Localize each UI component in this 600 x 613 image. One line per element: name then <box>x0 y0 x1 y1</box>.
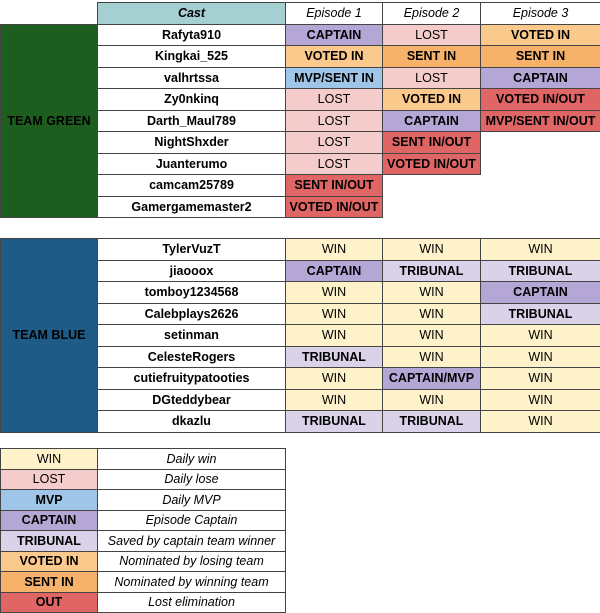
episode-result: SENT IN <box>383 46 481 68</box>
episode-result: WIN <box>383 282 481 304</box>
cast-name: CelesteRogers <box>98 346 286 368</box>
episode-result: WIN <box>383 389 481 411</box>
episode-result: TRIBUNAL <box>286 411 383 433</box>
episode-result: CAPTAIN <box>286 24 383 46</box>
team-label: TEAM GREEN <box>1 24 98 218</box>
cast-name: jiaooox <box>98 260 286 282</box>
cast-row <box>1 24 600 46</box>
header-episode-3: Episode 3 <box>481 3 600 25</box>
episode-result: TRIBUNAL <box>286 346 383 368</box>
cast-name: tomboy1234568 <box>98 282 286 304</box>
episode-result: LOST <box>286 89 383 111</box>
legend-row <box>1 531 286 552</box>
episode-result: VOTED IN <box>383 89 481 111</box>
episode-result: WIN <box>481 346 600 368</box>
episode-result: WIN <box>286 389 383 411</box>
header-row <box>1 3 600 25</box>
episode-result: WIN <box>286 303 383 325</box>
legend-body <box>1 449 286 613</box>
cast-name: Zy0nkinq <box>98 89 286 111</box>
cast-name: Rafyta910 <box>98 24 286 46</box>
legend-description: Daily lose <box>98 469 286 490</box>
legend-row <box>1 592 286 613</box>
spacer-cell <box>1 218 600 239</box>
cast-name: Gamergamemaster2 <box>98 196 286 218</box>
episode-result: CAPTAIN/MVP <box>383 368 481 390</box>
empty-cell <box>481 153 600 175</box>
cast-name: Juanterumo <box>98 153 286 175</box>
legend-key: TRIBUNAL <box>1 531 98 552</box>
empty-cell <box>481 196 600 218</box>
legend-row <box>1 469 286 490</box>
legend-description: Daily win <box>98 449 286 470</box>
cast-name: setinman <box>98 325 286 347</box>
legend-description: Nominated by losing team <box>98 551 286 572</box>
legend-row <box>1 490 286 511</box>
legend-description: Nominated by winning team <box>98 572 286 593</box>
empty-cell <box>383 175 481 197</box>
episode-result: WIN <box>383 325 481 347</box>
episode-result: CAPTAIN <box>383 110 481 132</box>
episode-result: MVP/SENT IN/OUT <box>481 110 600 132</box>
legend-row <box>1 551 286 572</box>
legend-key: LOST <box>1 469 98 490</box>
episode-result: WIN <box>481 368 600 390</box>
legend-key: CAPTAIN <box>1 510 98 531</box>
episode-result: LOST <box>383 67 481 89</box>
episode-result: TRIBUNAL <box>383 260 481 282</box>
episode-result: LOST <box>383 24 481 46</box>
episode-result: LOST <box>286 132 383 154</box>
episode-result: VOTED IN/OUT <box>286 196 383 218</box>
episode-result: VOTED IN <box>481 24 600 46</box>
cast-name: cutiefruitypatooties <box>98 368 286 390</box>
legend-description: Daily MVP <box>98 490 286 511</box>
episode-result: SENT IN <box>481 46 600 68</box>
cast-name: valhrtssa <box>98 67 286 89</box>
header-corner <box>1 3 98 25</box>
episode-result: WIN <box>383 346 481 368</box>
cast-progress-table <box>0 2 600 433</box>
header-episode-1: Episode 1 <box>286 3 383 25</box>
empty-cell <box>383 196 481 218</box>
legend-key: OUT <box>1 592 98 613</box>
legend-key: MVP <box>1 490 98 511</box>
episode-result: WIN <box>481 325 600 347</box>
episode-result: WIN <box>383 303 481 325</box>
team-spacer-row <box>1 218 600 239</box>
episode-result: VOTED IN/OUT <box>383 153 481 175</box>
episode-result: TRIBUNAL <box>481 303 600 325</box>
episode-result: WIN <box>481 389 600 411</box>
episode-result: WIN <box>286 239 383 261</box>
episode-result: WIN <box>286 368 383 390</box>
episode-result: CAPTAIN <box>481 67 600 89</box>
episode-result: LOST <box>286 110 383 132</box>
cast-name: dkazlu <box>98 411 286 433</box>
episode-result: TRIBUNAL <box>481 260 600 282</box>
episode-result: WIN <box>481 239 600 261</box>
cast-name: Darth_Maul789 <box>98 110 286 132</box>
cast-name: Calebplays2626 <box>98 303 286 325</box>
legend-row <box>1 572 286 593</box>
legend-description: Episode Captain <box>98 510 286 531</box>
legend-table <box>0 448 286 613</box>
episode-result: VOTED IN <box>286 46 383 68</box>
legend-description: Saved by captain team winner <box>98 531 286 552</box>
legend-key: WIN <box>1 449 98 470</box>
cast-name: NightShxder <box>98 132 286 154</box>
empty-cell <box>481 132 600 154</box>
empty-cell <box>481 175 600 197</box>
legend-key: SENT IN <box>1 572 98 593</box>
episode-result: TRIBUNAL <box>383 411 481 433</box>
episode-result: WIN <box>286 325 383 347</box>
episode-result: CAPTAIN <box>481 282 600 304</box>
legend-key: VOTED IN <box>1 551 98 572</box>
episode-result: WIN <box>481 411 600 433</box>
episode-result: CAPTAIN <box>286 260 383 282</box>
legend-row <box>1 449 286 470</box>
legend-row <box>1 510 286 531</box>
header-cast: Cast <box>98 3 286 25</box>
episode-result: SENT IN/OUT <box>383 132 481 154</box>
cast-name: camcam25789 <box>98 175 286 197</box>
legend-description: Lost elimination <box>98 592 286 613</box>
cast-progress-body <box>1 3 600 433</box>
episode-result: VOTED IN/OUT <box>481 89 600 111</box>
episode-result: WIN <box>383 239 481 261</box>
episode-result: MVP/SENT IN <box>286 67 383 89</box>
team-label: TEAM BLUE <box>1 239 98 433</box>
episode-result: WIN <box>286 282 383 304</box>
cast-name: Kingkai_525 <box>98 46 286 68</box>
cast-row <box>1 239 600 261</box>
cast-name: TylerVuzT <box>98 239 286 261</box>
episode-result: SENT IN/OUT <box>286 175 383 197</box>
header-episode-2: Episode 2 <box>383 3 481 25</box>
episode-result: LOST <box>286 153 383 175</box>
cast-name: DGteddybear <box>98 389 286 411</box>
